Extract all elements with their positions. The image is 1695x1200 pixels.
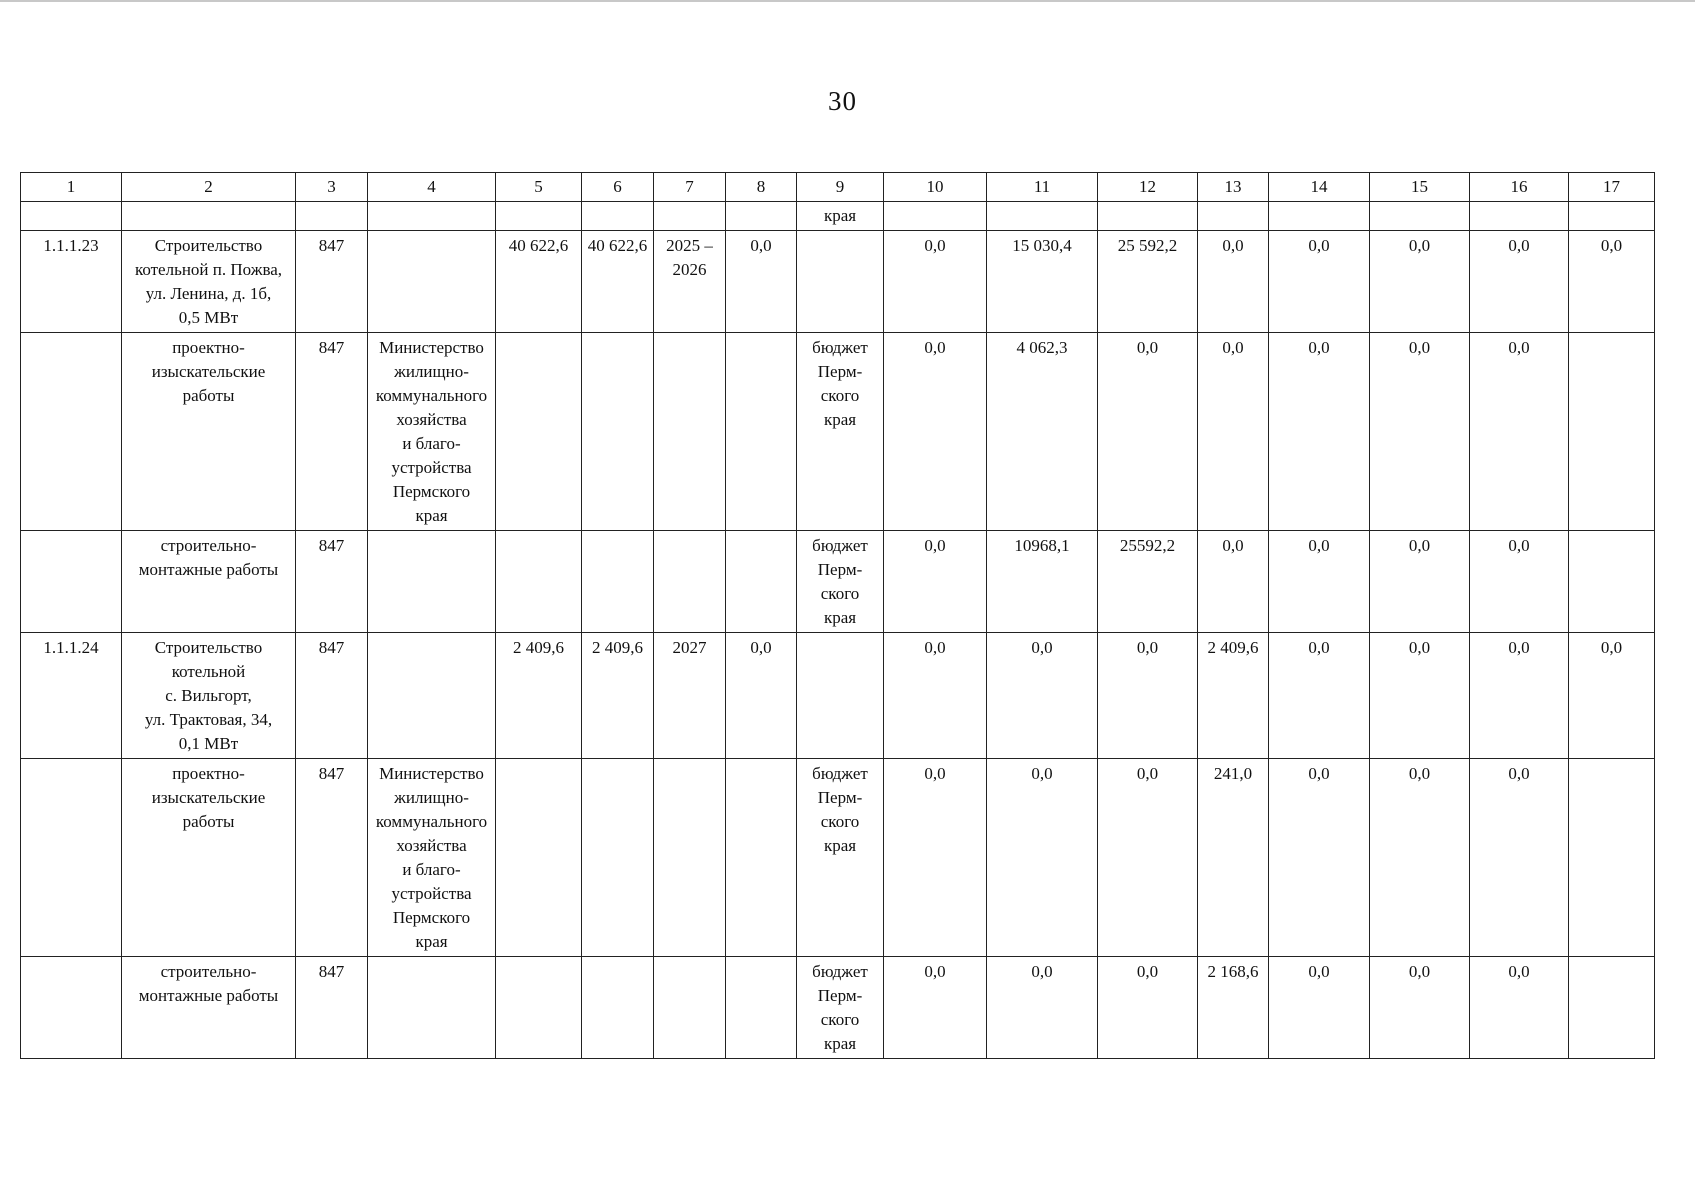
cell-line: Перм- [817,362,863,381]
code-cell: 847 [296,231,368,333]
year-amount-cell: 10968,1 [987,531,1098,633]
funding-source-cell [797,531,884,633]
cell-line: 2027 [672,638,707,657]
period-cell [654,231,726,333]
column-number: 16 [1470,173,1569,202]
responsible-cell [368,333,496,531]
code-cell: 847 [296,759,368,957]
cell-line: жилищно- [394,362,469,381]
cell-line: проектно- [172,338,245,357]
column-number: 9 [797,173,884,202]
amount-cell [726,957,797,1059]
column-number: 14 [1269,173,1370,202]
table-row-subitem [21,531,1655,633]
table-row-subitem [21,759,1655,957]
cell-line: 2025 – [666,236,713,255]
item-number-cell [21,759,122,957]
cell-line: котельной п. Пожва, [134,260,283,279]
year-amount-cell: 0,0 [1370,759,1470,957]
table-cell [21,202,122,231]
amount-cell [726,333,797,531]
cell-line: монтажные работы [138,986,279,1005]
cell-line: изыскательские [151,362,266,381]
amount-cell: 2 409,6 [496,633,582,759]
cell-line: края [415,932,448,951]
item-number-cell [21,957,122,1059]
table-cell [122,202,296,231]
table-cell [1198,202,1269,231]
item-number-cell: 1.1.1.24 [21,633,122,759]
table-row-item [21,231,1655,333]
amount-cell [582,957,654,1059]
cell-line: бюджет [812,764,868,783]
cell-line: монтажные работы [138,560,279,579]
cell-line: ского [820,1010,860,1029]
column-number: 2 [122,173,296,202]
table-cell [1569,202,1655,231]
amount-cell [496,531,582,633]
cell-line: работы [182,386,235,405]
period-cell [654,333,726,531]
cell-line: устройства [391,458,472,477]
item-number-cell [21,333,122,531]
column-number: 6 [582,173,654,202]
column-number: 5 [496,173,582,202]
cell-line: ского [820,584,860,603]
table-cell [884,202,987,231]
responsible-cell [368,231,496,333]
year-amount-cell: 0,0 [1269,333,1370,531]
amount-cell: 2 409,6 [582,633,654,759]
description-cell [122,957,296,1059]
responsible-cell [368,531,496,633]
year-amount-cell: 0,0 [884,957,987,1059]
code-cell: 847 [296,333,368,531]
year-amount-cell [1569,531,1655,633]
column-number: 3 [296,173,368,202]
table-row-subitem [21,957,1655,1059]
cell-line: проектно- [172,764,245,783]
year-amount-cell: 0,0 [884,633,987,759]
cell-line: коммунального [375,386,488,405]
year-amount-cell [1569,759,1655,957]
funding-source-cell [797,633,884,759]
cell-line: Министерство [379,764,484,783]
period-cell [654,759,726,957]
cell-line: хозяйства [396,410,467,429]
year-amount-cell: 0,0 [1569,633,1655,759]
responsible-cell [368,633,496,759]
year-amount-cell: 0,0 [1269,957,1370,1059]
description-cell [122,633,296,759]
table-cell [296,202,368,231]
amount-cell [726,531,797,633]
year-amount-cell: 0,0 [884,759,987,957]
column-number: 1 [21,173,122,202]
item-number-cell: 1.1.1.23 [21,231,122,333]
cell-line: бюджет [812,962,868,981]
cell-line: 0,5 МВт [178,308,239,327]
funding-source-cell [797,333,884,531]
cell-line: Пермского [392,482,471,501]
year-amount-cell: 25592,2 [1098,531,1198,633]
year-amount-cell: 0,0 [1370,957,1470,1059]
year-amount-cell: 0,0 [884,333,987,531]
amount-cell [496,957,582,1059]
funding-source-cell [797,759,884,957]
column-number: 11 [987,173,1098,202]
cell-line: края [823,1034,857,1053]
column-number: 7 [654,173,726,202]
amount-cell [496,333,582,531]
cell-line: устройства [391,884,472,903]
table-cell [582,202,654,231]
cell-line: котельной [171,662,246,681]
code-cell: 847 [296,531,368,633]
year-amount-cell: 0,0 [1269,531,1370,633]
table-cell [987,202,1098,231]
cell-line: бюджет [812,338,868,357]
year-amount-cell: 0,0 [1370,333,1470,531]
description-cell [122,531,296,633]
year-amount-cell [1569,333,1655,531]
cell-line: бюджет [812,536,868,555]
year-amount-cell: 0,0 [1470,531,1569,633]
cell-line: работы [182,812,235,831]
year-amount-cell: 2 409,6 [1198,633,1269,759]
cell-line: края [415,506,448,525]
year-amount-cell: 0,0 [1269,231,1370,333]
period-cell [654,531,726,633]
year-amount-cell: 0,0 [1370,231,1470,333]
cell-line: 0,1 МВт [178,734,239,753]
table-cell [368,202,496,231]
year-amount-cell: 0,0 [884,531,987,633]
amount-cell: 40 622,6 [496,231,582,333]
column-number: 17 [1569,173,1655,202]
amount-cell [582,531,654,633]
cell-line: края [823,410,857,429]
year-amount-cell: 0,0 [1370,531,1470,633]
period-cell [654,633,726,759]
page-number: 30 [828,86,857,116]
table-cell [1269,202,1370,231]
cell-line: строительно- [160,536,257,555]
year-amount-cell: 0,0 [987,633,1098,759]
year-amount-cell: 0,0 [1198,333,1269,531]
year-amount-cell: 0,0 [1198,531,1269,633]
cell-line: строительно- [160,962,257,981]
cell-line: ского [820,812,860,831]
amount-cell: 40 622,6 [582,231,654,333]
year-amount-cell [1569,957,1655,1059]
table-row-item [21,633,1655,759]
year-amount-cell: 0,0 [1198,231,1269,333]
continuation-row [21,202,1655,231]
year-amount-cell: 4 062,3 [987,333,1098,531]
year-amount-cell: 0,0 [1370,633,1470,759]
amount-cell [496,759,582,957]
cell-line: Министерство [379,338,484,357]
cell-line: с. Вильгорт, [165,686,252,705]
column-number: 10 [884,173,987,202]
description-cell [122,231,296,333]
table-cell [726,202,797,231]
cell-line: 2026 [672,260,707,279]
period-cell [654,957,726,1059]
cell-line: Пермского [392,908,471,927]
column-number-row [21,173,1655,202]
amount-cell: 0,0 [726,633,797,759]
cell-line: края [823,608,857,627]
amount-cell [582,333,654,531]
cell-line: и благо- [402,860,461,879]
funding-source-cell [797,957,884,1059]
budget-table [20,172,1655,1059]
cell-line: ул. Трактовая, 34, [144,710,273,729]
cell-line: коммунального [375,812,488,831]
table-cell [1470,202,1569,231]
column-number: 4 [368,173,496,202]
responsible-cell [368,957,496,1059]
cell-line: ского [820,386,860,405]
cell-line: Перм- [817,986,863,1005]
cell-line: изыскательские [151,788,266,807]
scan-edge [0,0,1695,2]
cell-line: и благо- [402,434,461,453]
description-cell [122,759,296,957]
year-amount-cell: 2 168,6 [1198,957,1269,1059]
year-amount-cell: 0,0 [1470,633,1569,759]
year-amount-cell: 0,0 [1098,633,1198,759]
column-number: 12 [1098,173,1198,202]
year-amount-cell: 0,0 [884,231,987,333]
cell-line: Строительство [154,236,263,255]
year-amount-cell: 25 592,2 [1098,231,1198,333]
year-amount-cell: 0,0 [1269,759,1370,957]
funding-source-cell [797,231,884,333]
cell-line: Перм- [817,560,863,579]
year-amount-cell: 0,0 [1098,759,1198,957]
column-number: 13 [1198,173,1269,202]
year-amount-cell: 0,0 [1569,231,1655,333]
responsible-cell [368,759,496,957]
cell-line: жилищно- [394,788,469,807]
funding-source-cell: края [797,202,884,231]
column-number: 15 [1370,173,1470,202]
table-cell [496,202,582,231]
amount-cell: 0,0 [726,231,797,333]
table-cell [1098,202,1198,231]
code-cell: 847 [296,633,368,759]
code-cell: 847 [296,957,368,1059]
cell-line: Перм- [817,788,863,807]
table-cell [1370,202,1470,231]
cell-line: ул. Ленина, д. 1б, [145,284,272,303]
table-row-subitem [21,333,1655,531]
year-amount-cell: 0,0 [1470,231,1569,333]
year-amount-cell: 0,0 [1470,333,1569,531]
amount-cell [582,759,654,957]
year-amount-cell: 0,0 [987,759,1098,957]
year-amount-cell: 15 030,4 [987,231,1098,333]
cell-line: края [823,836,857,855]
year-amount-cell: 0,0 [987,957,1098,1059]
year-amount-cell: 0,0 [1470,957,1569,1059]
year-amount-cell: 241,0 [1198,759,1269,957]
year-amount-cell: 0,0 [1098,333,1198,531]
item-number-cell [21,531,122,633]
amount-cell [726,759,797,957]
year-amount-cell: 0,0 [1470,759,1569,957]
description-cell [122,333,296,531]
table-cell [654,202,726,231]
year-amount-cell: 0,0 [1098,957,1198,1059]
cell-line: хозяйства [396,836,467,855]
column-number: 8 [726,173,797,202]
cell-line: Строительство [154,638,263,657]
year-amount-cell: 0,0 [1269,633,1370,759]
